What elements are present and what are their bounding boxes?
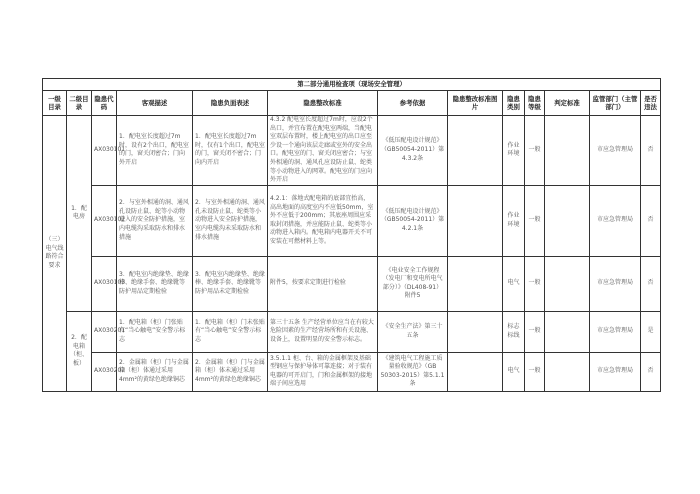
header-illegal: 是否违法 xyxy=(641,91,661,116)
code-cell: AX030202 xyxy=(92,352,117,391)
header-code: 隐患代码 xyxy=(92,91,117,116)
header-basis: 参考依据 xyxy=(378,91,448,116)
level-cell: 一般 xyxy=(525,116,545,186)
negative-cell: 1．配电室长度超过7m时，仅有1个出口，配电室的门，窗关闭不密合；门向内开启 xyxy=(193,116,268,186)
image-cell xyxy=(448,116,503,186)
inspection-sheet xyxy=(42,78,660,392)
basis-cell: 《建筑电气工程施工质量验收规范》（GB 50303-2015）第5.1.1条 xyxy=(378,352,448,391)
dept-cell: 市应急管理局 xyxy=(590,352,641,391)
desc-cell: 2．金属箱（柜）门与金属箱（柜）体通过采用4mm²的黄绿色绝缘铜芯 xyxy=(117,352,193,391)
header-criteria: 判定标准 xyxy=(545,91,590,116)
illegal-cell: 否 xyxy=(641,256,661,311)
image-cell xyxy=(448,352,503,391)
illegal-cell: 否 xyxy=(641,185,661,256)
desc-cell: 1．配电箱（柜）门张贴有“当心触电”安全警示标志 xyxy=(117,311,193,352)
negative-cell: 2．金属箱（柜）门与金属箱（柜）体未通过采用4mm²的黄绿色绝缘铜芯 xyxy=(193,352,268,391)
basis-cell: 《电业安全工作规程（发电厂和变电所电气部分）》（DL408-91）附件5 xyxy=(378,256,448,311)
criteria-cell xyxy=(545,256,590,311)
image-cell xyxy=(448,256,503,311)
desc-cell: 1．配电室长度超过7m时，设有2个出口，配电室的门，窗关闭密合；门向外开启 xyxy=(117,116,193,186)
illegal-cell: 否 xyxy=(641,352,661,391)
level2-cell: 1．配电房 xyxy=(67,116,92,312)
illegal-cell: 否 xyxy=(641,116,661,186)
basis-cell: 《低压配电设计规范》（GB50054-2011）第4.3.2条 xyxy=(378,116,448,186)
basis-cell: 《低压配电设计规范》（GB50054-2011）第4.2.1条 xyxy=(378,185,448,256)
level1-cell: （三）电气线路符合要求 xyxy=(43,116,67,392)
criteria-cell xyxy=(545,185,590,256)
inspection-table xyxy=(42,78,661,392)
negative-cell: 1．配电箱（柜）门未张贴有“当心触电”安全警示标志 xyxy=(193,311,268,352)
standard-cell: 4.2.1：落地式配电箱的底部宜抬高，高出地面的高度室内不应低50mm，室外不应低于200mm；其底座周围应采取封闭措施，并应能防止鼠、蛇类等小动物进入箱内。配电箱内电器开关不可安装在可燃材料上等。 xyxy=(268,185,378,256)
category-cell: 电气 xyxy=(503,352,525,391)
image-cell xyxy=(448,185,503,256)
code-cell: AX030101 xyxy=(92,116,117,186)
header-category: 隐患类别 xyxy=(503,91,525,116)
header-level1: 一级目录 xyxy=(43,91,67,116)
category-cell: 电气 xyxy=(503,256,525,311)
standard-cell: 附件5，按要求定期进行检验 xyxy=(268,256,378,311)
criteria-cell xyxy=(545,352,590,391)
category-cell: 作业环境 xyxy=(503,185,525,256)
criteria-cell xyxy=(545,116,590,186)
header-image: 隐患整改标准图片 xyxy=(448,91,503,116)
illegal-cell: 是 xyxy=(641,311,661,352)
code-cell: AX030102 xyxy=(92,185,117,256)
header-negative: 隐患负面表述 xyxy=(193,91,268,116)
standard-cell: 4.3.2 配电室长度超过7m时，应设2个出口，并宜布置在配电室两端，当配电室双层布置时，楼上配电室的出口应至少设一个通向该层走廊或室外的安全出口。配电室的门、窗关闭应密合；与室外相通的洞、通风孔应设防止鼠、蛇类等小动物进入的网罩。配电室的门应向外开启 xyxy=(268,116,378,186)
table-row xyxy=(43,116,661,186)
header-dept: 监管部门（主管部门） xyxy=(590,91,641,116)
basis-cell: 《安全生产法》第三十五条 xyxy=(378,311,448,352)
dept-cell: 市应急管理局 xyxy=(590,256,641,311)
dept-cell: 市应急管理局 xyxy=(590,185,641,256)
level-cell: 一般 xyxy=(525,311,545,352)
category-cell: 标志标线 xyxy=(503,311,525,352)
dept-cell: 市应急管理局 xyxy=(590,311,641,352)
table-row xyxy=(43,311,661,352)
negative-cell: 3．配电室内绝缘垫、绝缘棒、绝缘手套、绝缘靴等防护用品未定期检验 xyxy=(193,256,268,311)
table-row xyxy=(43,256,661,311)
dept-cell: 市应急管理局 xyxy=(590,116,641,186)
table-row xyxy=(43,352,661,391)
table-row xyxy=(43,185,661,256)
desc-cell: 2．与室外相通的洞、通风孔设防止鼠、蛇等小动物进入的安全防护措施，室内电缆沟采取防水和排水措施 xyxy=(117,185,193,256)
desc-cell: 3．配电室内绝缘垫、绝缘棒、绝缘手套、绝缘靴等防护用品定期检验 xyxy=(117,256,193,311)
criteria-cell xyxy=(545,311,590,352)
code-cell: AX030103 xyxy=(92,256,117,311)
table-title: 第二部分通用检查项（现场安全管理） xyxy=(43,79,661,91)
level2-cell: 2．配电箱（柜、板） xyxy=(67,311,92,391)
level-cell: 一般 xyxy=(525,185,545,256)
standard-cell: 3.5.1.1 柜、台、箱的金属框架及基础型钢应与保护导体可靠连接；对于装有电器的可开启门，门和金属框架的接地端子间应选用 xyxy=(268,352,378,391)
level-cell: 一般 xyxy=(525,256,545,311)
standard-cell: 第三十五条 生产经营单位应当在有较大危险因素的生产经营场所和有关设施、设备上，设置明显的安全警示标志。 xyxy=(268,311,378,352)
header-level: 隐患等级 xyxy=(525,91,545,116)
header-desc: 客观描述 xyxy=(117,91,193,116)
category-cell: 作业环境 xyxy=(503,116,525,186)
level-cell: 一般 xyxy=(525,352,545,391)
image-cell xyxy=(448,311,503,352)
header-standard: 隐患整改标准 xyxy=(268,91,378,116)
header-level2: 二级目录 xyxy=(67,91,92,116)
code-cell: AX030201 xyxy=(92,311,117,352)
negative-cell: 2．与室外相通的洞、通风孔未设防止鼠、蛇类等小动物进入安全防护措施，室内电缆沟未采取防水和排水措施 xyxy=(193,185,268,256)
